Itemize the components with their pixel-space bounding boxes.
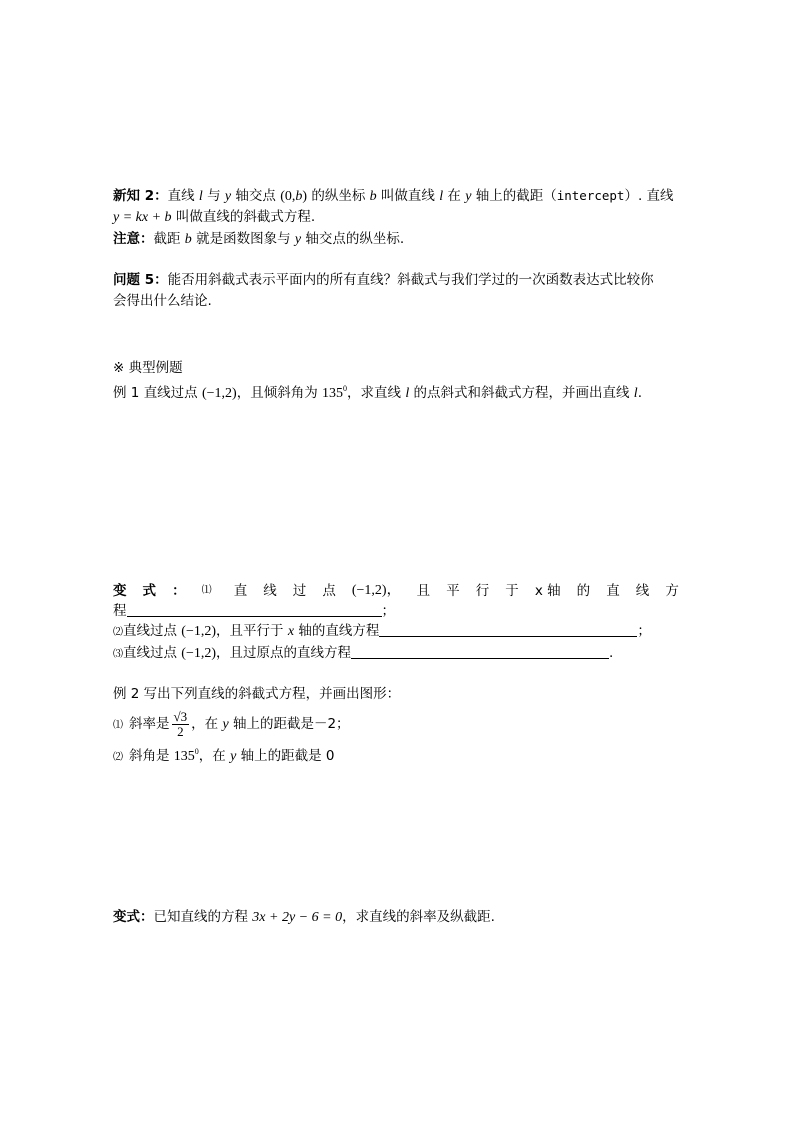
- char: 的: [576, 583, 591, 599]
- var-b: b: [369, 189, 377, 204]
- fraction: [172, 710, 190, 739]
- answer-blank[interactable]: [351, 644, 609, 659]
- text: 的点斜式和斜截式方程，并画出直线: [409, 385, 634, 401]
- text: 就是函数图象与: [191, 231, 295, 247]
- fraction-denominator: 2: [177, 723, 184, 739]
- char: 点: [322, 583, 336, 599]
- point: (−1,2): [181, 646, 217, 661]
- item-number: ⑴: [201, 585, 212, 596]
- point: (−1,2)，: [351, 583, 401, 598]
- wenti5-line1: [113, 270, 654, 290]
- section-heading: ※ 典型例题: [113, 360, 183, 376]
- char: 方: [665, 583, 679, 599]
- point-close: ): [302, 189, 308, 204]
- text: 会得出什么结论.: [113, 293, 212, 309]
- item-number: ⑶: [113, 649, 123, 660]
- text: 轴上的截距（: [471, 188, 557, 204]
- wenti5-label: 问题 5: [113, 272, 155, 288]
- bianshi2-label: 变式: [113, 909, 140, 925]
- bianshi2-colon: ：: [140, 909, 154, 925]
- point: (−1,2): [181, 624, 217, 639]
- var-l: l: [439, 189, 444, 204]
- zhuyi-line: [113, 229, 404, 250]
- degree: 0: [194, 747, 199, 756]
- item-number: ⑵: [113, 627, 123, 638]
- text: 在: [443, 188, 466, 204]
- xinzhi2-line1: [113, 186, 674, 207]
- bianshi2-line: [113, 907, 495, 928]
- text: 的纵坐标: [307, 188, 370, 204]
- text: ；: [637, 623, 651, 639]
- var-x: x: [287, 624, 295, 639]
- text: ，且平行于: [216, 623, 288, 639]
- bianshi-row1: [113, 581, 679, 601]
- char: 行: [475, 583, 490, 599]
- text: 已知直线的方程: [153, 909, 253, 925]
- char: 于: [505, 583, 519, 599]
- wenti5-line2: [113, 291, 212, 311]
- char: 式: [142, 583, 157, 599]
- angle: 135: [173, 749, 195, 764]
- text: 轴交点: [231, 188, 281, 204]
- example2-item2: [113, 742, 334, 768]
- text: 斜率是: [129, 716, 170, 732]
- text: 叫做直线: [376, 188, 440, 204]
- var-y: y: [224, 189, 232, 204]
- var-y: y: [294, 232, 302, 247]
- angle: 135: [322, 386, 344, 401]
- text: ；: [381, 603, 395, 619]
- text: 直线过点: [143, 385, 202, 401]
- example1-line: [113, 379, 642, 404]
- text: .: [609, 645, 614, 661]
- bianshi-item2: [113, 621, 651, 643]
- xinzhi2-colon: ：: [154, 188, 168, 204]
- xinzhi2-label: 新知 2: [113, 188, 155, 204]
- item-number: ⑵: [113, 752, 123, 763]
- text: 截距: [153, 231, 185, 247]
- var-y: y: [465, 189, 472, 204]
- text: .: [637, 385, 642, 401]
- zhuyi-label: 注意: [113, 231, 140, 247]
- point: (−1,2): [201, 386, 237, 401]
- char: 平: [446, 583, 460, 599]
- intercept-term: intercept: [556, 188, 625, 203]
- var-y: y: [222, 717, 229, 732]
- text: 轴交点的纵坐标.: [301, 231, 405, 247]
- xinzhi2-line2: [113, 207, 315, 228]
- degree: 0: [343, 384, 348, 393]
- example2-title: [113, 684, 400, 704]
- text: 轴的直线方程: [294, 623, 380, 639]
- var-l: l: [198, 189, 203, 204]
- example1-label: 例 1: [113, 385, 140, 401]
- var-b: b: [184, 232, 192, 247]
- answer-blank[interactable]: [127, 602, 382, 617]
- text: 直线过点: [123, 645, 182, 661]
- bianshi-row2: [113, 601, 395, 621]
- text: 例 2 写出下列直线的斜截式方程，并画出图形：: [113, 686, 401, 702]
- answer-blank[interactable]: [379, 622, 637, 637]
- point: (0,: [280, 189, 296, 204]
- char: 直: [233, 583, 248, 599]
- text: ，在: [191, 716, 223, 732]
- char: 程: [113, 603, 127, 619]
- text: ，且倾斜角为: [236, 385, 323, 401]
- char: 线: [263, 583, 277, 599]
- var-l: l: [633, 386, 638, 401]
- var-l: l: [405, 386, 410, 401]
- text: 直线: [167, 188, 199, 204]
- typical-title: [113, 358, 183, 378]
- char: 直: [606, 583, 620, 599]
- text: 轴上的距截是 0: [236, 748, 335, 764]
- text: 斜角是: [129, 748, 174, 764]
- text: 能否用斜截式表示平面内的所有直线？斜截式与我们学过的一次函数表达式比较你: [167, 272, 654, 288]
- char: 且: [416, 583, 431, 599]
- text: ，在: [198, 748, 231, 764]
- var-b: b: [295, 189, 303, 204]
- text: ，且过原点的直线方程: [216, 645, 352, 661]
- char: 变: [113, 583, 127, 599]
- text: ）. 直线: [624, 188, 674, 204]
- text: 轴上的距截是－2；: [228, 716, 350, 732]
- char: x 轴: [534, 583, 561, 599]
- char: 过: [292, 583, 307, 599]
- text: 叫做直线的斜截式方程.: [171, 209, 316, 225]
- fraction-numerator: √3: [173, 708, 188, 724]
- slope-intercept-equation: y = kx + b: [113, 210, 172, 225]
- wenti5-colon: ：: [154, 272, 168, 288]
- char: 线: [635, 583, 650, 599]
- text: 直线过点: [123, 623, 182, 639]
- char: ：: [172, 583, 186, 599]
- text: 与: [202, 188, 225, 204]
- item-number: ⑴: [113, 720, 123, 731]
- bianshi-item3: [113, 643, 613, 665]
- example2-item1: [113, 707, 350, 743]
- text: ，求直线的斜率及纵截距.: [342, 909, 495, 925]
- zhuyi-colon: ：: [140, 231, 154, 247]
- line-equation: 3x + 2y − 6 = 0: [252, 910, 343, 925]
- text: ，求直线: [347, 385, 406, 401]
- var-y: y: [230, 749, 237, 764]
